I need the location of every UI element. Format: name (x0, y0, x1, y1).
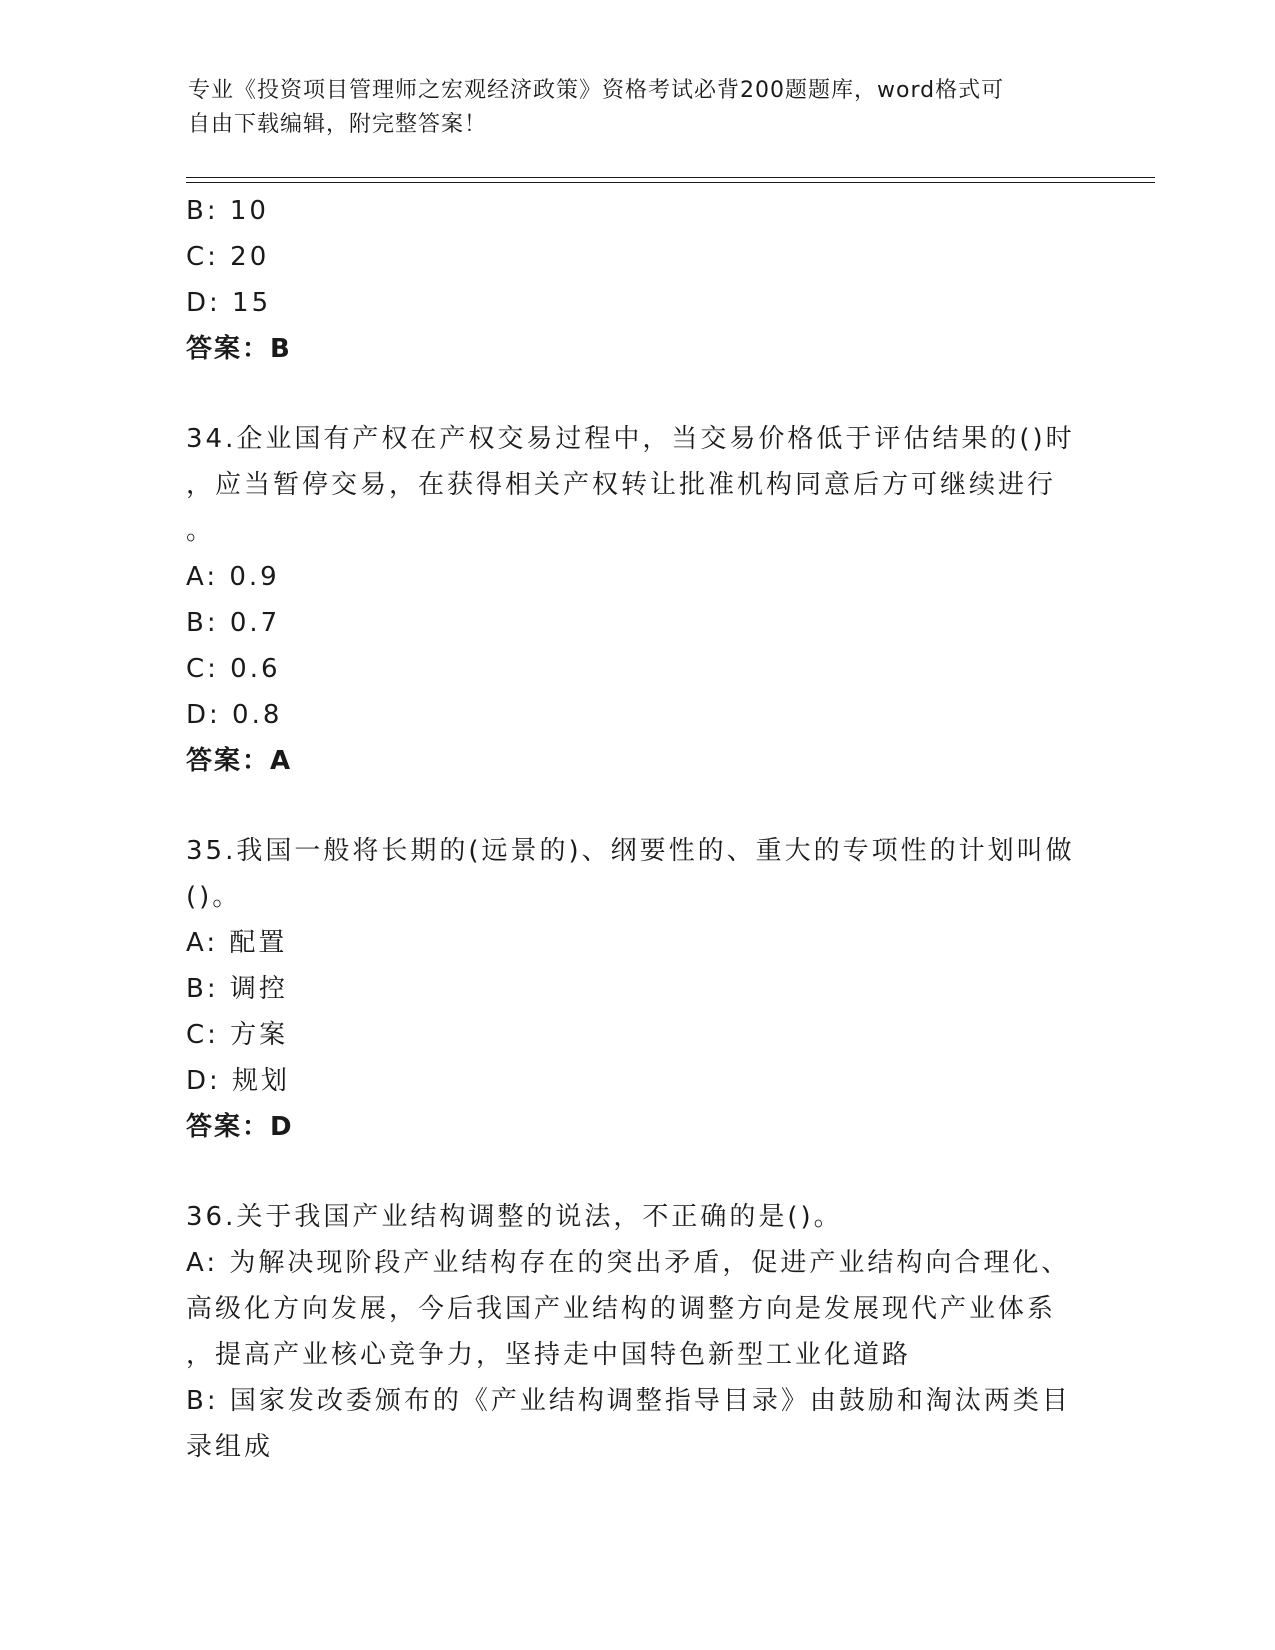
question-stem-line: ，应当暂停交易，在获得相关产权转让批准机构同意后方可继续进行 (186, 470, 1057, 500)
spacer (186, 1150, 1086, 1194)
option-b: B: 调控 (186, 974, 288, 1004)
answer-line: 答案：D (186, 1112, 294, 1142)
header-title-line-2: 自由下载编辑，附完整答案！ (188, 112, 488, 137)
question-35 (186, 828, 1086, 1150)
header-divider-bottom (186, 182, 1155, 183)
document-header (188, 74, 1068, 142)
option-d: D: 规划 (186, 1066, 291, 1096)
question-stem-line: 35.我国一般将长期的(远景的)、纲要性的、重大的专项性的计划叫做 (186, 836, 1075, 866)
question-36 (186, 1194, 1086, 1470)
question-33-tail (186, 188, 1086, 372)
question-stem-line: ()。 (186, 882, 242, 912)
question-stem-line: 34.企业国有产权在产权交易过程中，当交易价格低于评估结果的()时 (186, 424, 1075, 454)
question-34 (186, 416, 1086, 784)
option-c: C: 方案 (186, 1020, 289, 1050)
option-b-line: 录组成 (186, 1432, 274, 1462)
option-d: D: 15 (186, 288, 272, 318)
option-d: D: 0.8 (186, 700, 283, 730)
answer-line: 答案：B (186, 334, 292, 364)
spacer (186, 784, 1086, 828)
option-a: A: 配置 (186, 928, 288, 958)
option-a-line: ，提高产业核心竞争力，坚持走中国特色新型工业化道路 (186, 1340, 912, 1370)
option-b: B: 10 (186, 196, 269, 226)
header-divider-top (186, 177, 1155, 178)
question-stem-line: 36.关于我国产业结构调整的说法，不正确的是()。 (186, 1202, 843, 1232)
option-a-line: 高级化方向发展，今后我国产业结构的调整方向是发展现代产业体系 (186, 1294, 1057, 1324)
spacer (186, 372, 1086, 416)
option-b-line: B: 国家发改委颁布的《产业结构调整指导目录》由鼓励和淘汰两类目 (186, 1386, 1071, 1416)
question-stem-line: 。 (186, 516, 216, 546)
question-content (186, 188, 1086, 1470)
option-a-line: A: 为解决现阶段产业结构存在的突出矛盾，促进产业结构向合理化、 (186, 1248, 1071, 1278)
option-a: A: 0.9 (186, 562, 280, 592)
option-b: B: 0.7 (186, 608, 281, 638)
option-c: C: 20 (186, 242, 270, 272)
answer-line: 答案：A (186, 746, 293, 776)
header-title-line-1: 专业《投资项目管理师之宏观经济政策》资格考试必背200题题库，word格式可 (188, 78, 1005, 103)
option-c: C: 0.6 (186, 654, 281, 684)
